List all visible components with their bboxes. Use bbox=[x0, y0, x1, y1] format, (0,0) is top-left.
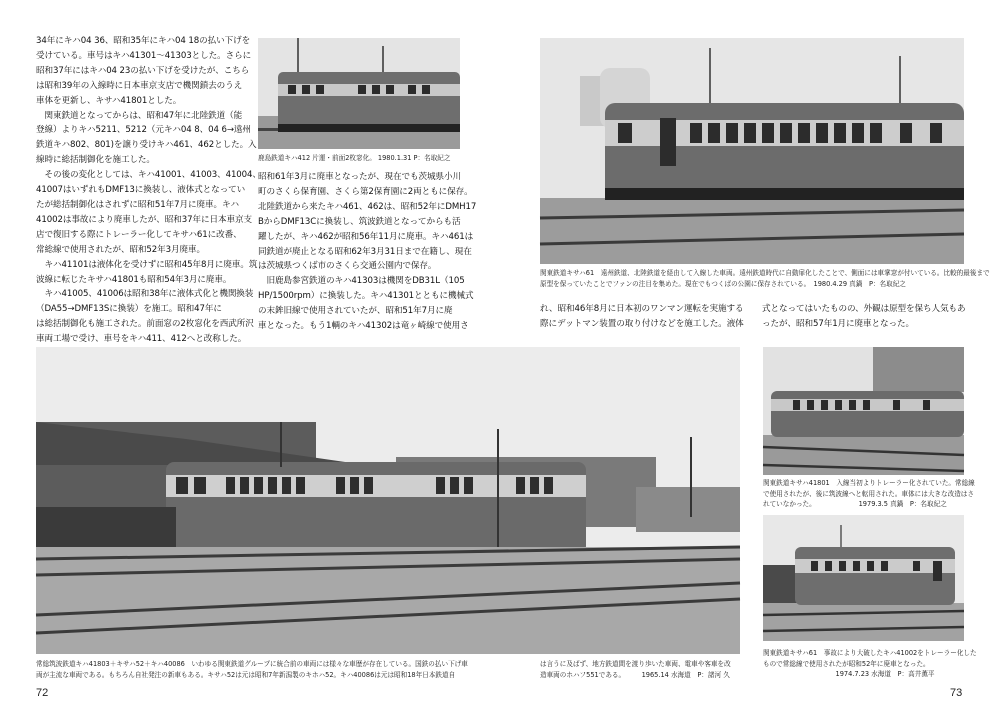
article-column-3: れ、昭和46年8月に日本初のワンマン運転を実施する 際にデットマン装置の取り付けなどを施工した。液体 bbox=[540, 304, 744, 329]
photo-railcar-kiha412 bbox=[258, 38, 460, 149]
photo-spread-train-kanto-railway bbox=[36, 347, 740, 654]
photo-caption-kisaha61-top: 関東鉄道キサハ61 遠州鉄道、北陸鉄道を経由して入線した車両。遠州鉄道時代に自動扉化したことで、側面には車掌窓が付いている。比較的最後まで 原型を保っていたことでファンの注目を集めた。現在でもつくばの公園に保存されている。 1980.4.29 真鍋 P：名取紀之 bbox=[540, 269, 990, 288]
page-number-right: 73 bbox=[950, 687, 963, 699]
article-column-4: 式となってはいたものの、外観は原型を保ち人気もあ ったが、昭和57年1月に廃車となった。 bbox=[762, 304, 966, 329]
spread-photo-caption-right: は言うに及ばず、地方鉄道間を渡り歩いた車両、電車や客車を改 造車両のホハフ551である。 1965.14 水海道 P：諸河 久 bbox=[540, 660, 731, 679]
photo-railcar-kisaha61-top bbox=[540, 38, 964, 264]
photo-caption-kisaha61-bottom: 関東鉄道キサハ61 事故により大破したキハ41002をトレーラー化した もので常総線で使用されたが昭和52年に廃車となった。 1974.7.23 水海道 P：高井薫平 bbox=[763, 649, 977, 678]
photo-railcar-kisaha41801 bbox=[763, 347, 964, 475]
photo-caption-kisaha41801: 関東鉄道キサハ41801 入線当初よりトレーラー化されていた。常総線 で使用されたが、後に筑波線へと転用された。車体には大きな改造はさ れていなかった。 1979.3.5 真鍋 P：名取紀之 bbox=[763, 479, 975, 508]
article-column-1: 34年にキハ04 36、昭和35年にキハ04 18の払い下げを 受けている。車号はキハ41301～41303とした。さらに 昭和37年にはキハ04 23の払い下げを受けたが、こちら は昭和39年の入線時に日本車京支店で機関鎖去のうえ 車体を更新し、キサハ41801とした。 関東鉄道となってからは、昭和47年に北陸鉄道（能 登線）よりキハ5211、5212（元キハ04 8、04 6→遠州 鉄道キハ802、801)を譲り受けキハ461、462とした。入 線時に総括制御化を施工した。 その後の変化としては、キハ41001、41003、41004、 41007はいずれもDMF13に換装し、液体式となってい たが総括制御化はされずに昭和51年7月に廃車。キハ 41002は事故により廃車したが、昭和37年に日本車京支 店で復旧する際にトレーラー化してキサハ61に改番、 常総線で使用されたが、昭和52年3月廃車。 キハ41101は液体化を受けずに昭和45年8月に廃車。筑 波線に転じたキサハ41801も昭和54年3月に廃車。 キハ41005、41006は昭和38年に液体式化と機関換装 （DA55→DMF13Sに換装）を施工。昭和47年に は総括制御化も施工された。前面窓の2枚窓化を西武所沢 車両工場で受け、車号をキハ411、412へと改称した。 bbox=[36, 36, 261, 345]
photo-railcar-kisaha61-bottom bbox=[763, 515, 964, 641]
page-number-left: 72 bbox=[36, 687, 49, 699]
article-column-2: 昭和61年3月に廃車となったが、現在でも茨城県小川 町のさくら保育園、さくら第2保育園に2両ともに保存。 北陸鉄道から来たキハ461、462は、昭和52年にDMH17 BからDMF13Cに換装し、筑波鉄道となってからも活 躍したが、キハ462が昭和56年11月に廃車。キハ461は 同鉄道が廃止となる昭和62年3月31日まで在籍し、現在 は茨城県つくば市のさくら交通公園内で保存。 旧鹿島参宮鉄道のキハ41303は機関をDB31L（105 HP/1500rpm）に換装した。キハ41301とともに機械式 の末鉾旧線で使用されていたが、昭和51年7月に廃 車となった。もう1輌のキハ41302は竜ヶ崎線で使用さ bbox=[258, 172, 477, 332]
spread-photo-caption-left: 常総筑波鉄道キハ41803＋キサハ52＋キハ40086 いわゆる関東鉄道グループに統合前の車両には様々な車歴が存在している。国鉄の払い下げ車 両が主流な車両である。もちろん自社発注の新車もある。キサハ52は元は昭和7年新潟製のキホハ52。キハ40086は元は昭和18年日本鉄道自 bbox=[36, 660, 468, 679]
photo-caption-kiha412: 鹿島鉄道キハ412 片運・前面2枚窓化。 1980.1.31 P：名取紀之 bbox=[258, 154, 451, 162]
